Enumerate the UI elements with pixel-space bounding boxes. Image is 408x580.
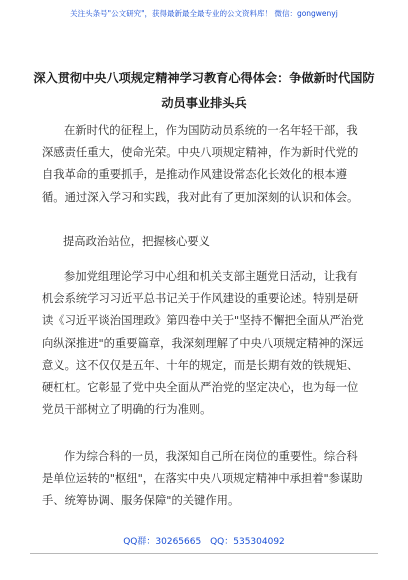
header-note: 关注头条号"公文研究"，获得最新最全最专业的公文资料库！ 微信：gongwenyj (70, 9, 338, 18)
paragraph-role-text: 作为综合科的一员，我深知自己所在岗位的重要性。综合科是单位运转的"枢纽"，在落实中央八项规定精神中承担着"参谋助手、统筹协调、服务保障"的关键作用。 (42, 450, 363, 508)
document-title: 深入贯彻中央八项规定精神学习教育心得体会：争做新时代国防动员事业排头兵 (33, 71, 375, 110)
paragraph-intro (42, 120, 366, 209)
paragraph-study-text: 参加党组理论学习中心组和机关支部主题党日活动，让我有机会系统学习习近平总书记关于作风建设的重要论述。特别是研读《习近平谈治国理政》第四卷中关于"坚持不懈把全面从严治党向纵深推进"的重要篇章，我深刻理解了中央八项规定精神的深远意义。这不仅仅是五年、十年的规定，而是长期有效的铁规矩、硬杠杠。它彰显了党中央全面从严治党的坚定决心，也为每一位党员干部树立了明确的行为准则。 (42, 270, 364, 417)
footer-qq-group: QQ群：30265665 (123, 537, 202, 547)
section-heading: 提高政治站位，把握核心要义 (63, 235, 210, 248)
paragraph-study (42, 266, 366, 421)
paragraph-role (42, 446, 366, 513)
footer-divider (30, 553, 378, 554)
footer-qq-number: QQ：535304092 (210, 537, 285, 547)
footer-contact (0, 534, 408, 547)
paragraph-intro-text: 在新时代的征程上，作为国防动员系统的一名年轻干部，我深感责任重大，使命光荣。中央八项规定精神，作为新时代党的自我革命的重要抓手，是推动作风建设常态化长效化的根本遵循。通过深入学习和实践，我对此有了更加深刻的认识和体会。 (42, 124, 359, 204)
